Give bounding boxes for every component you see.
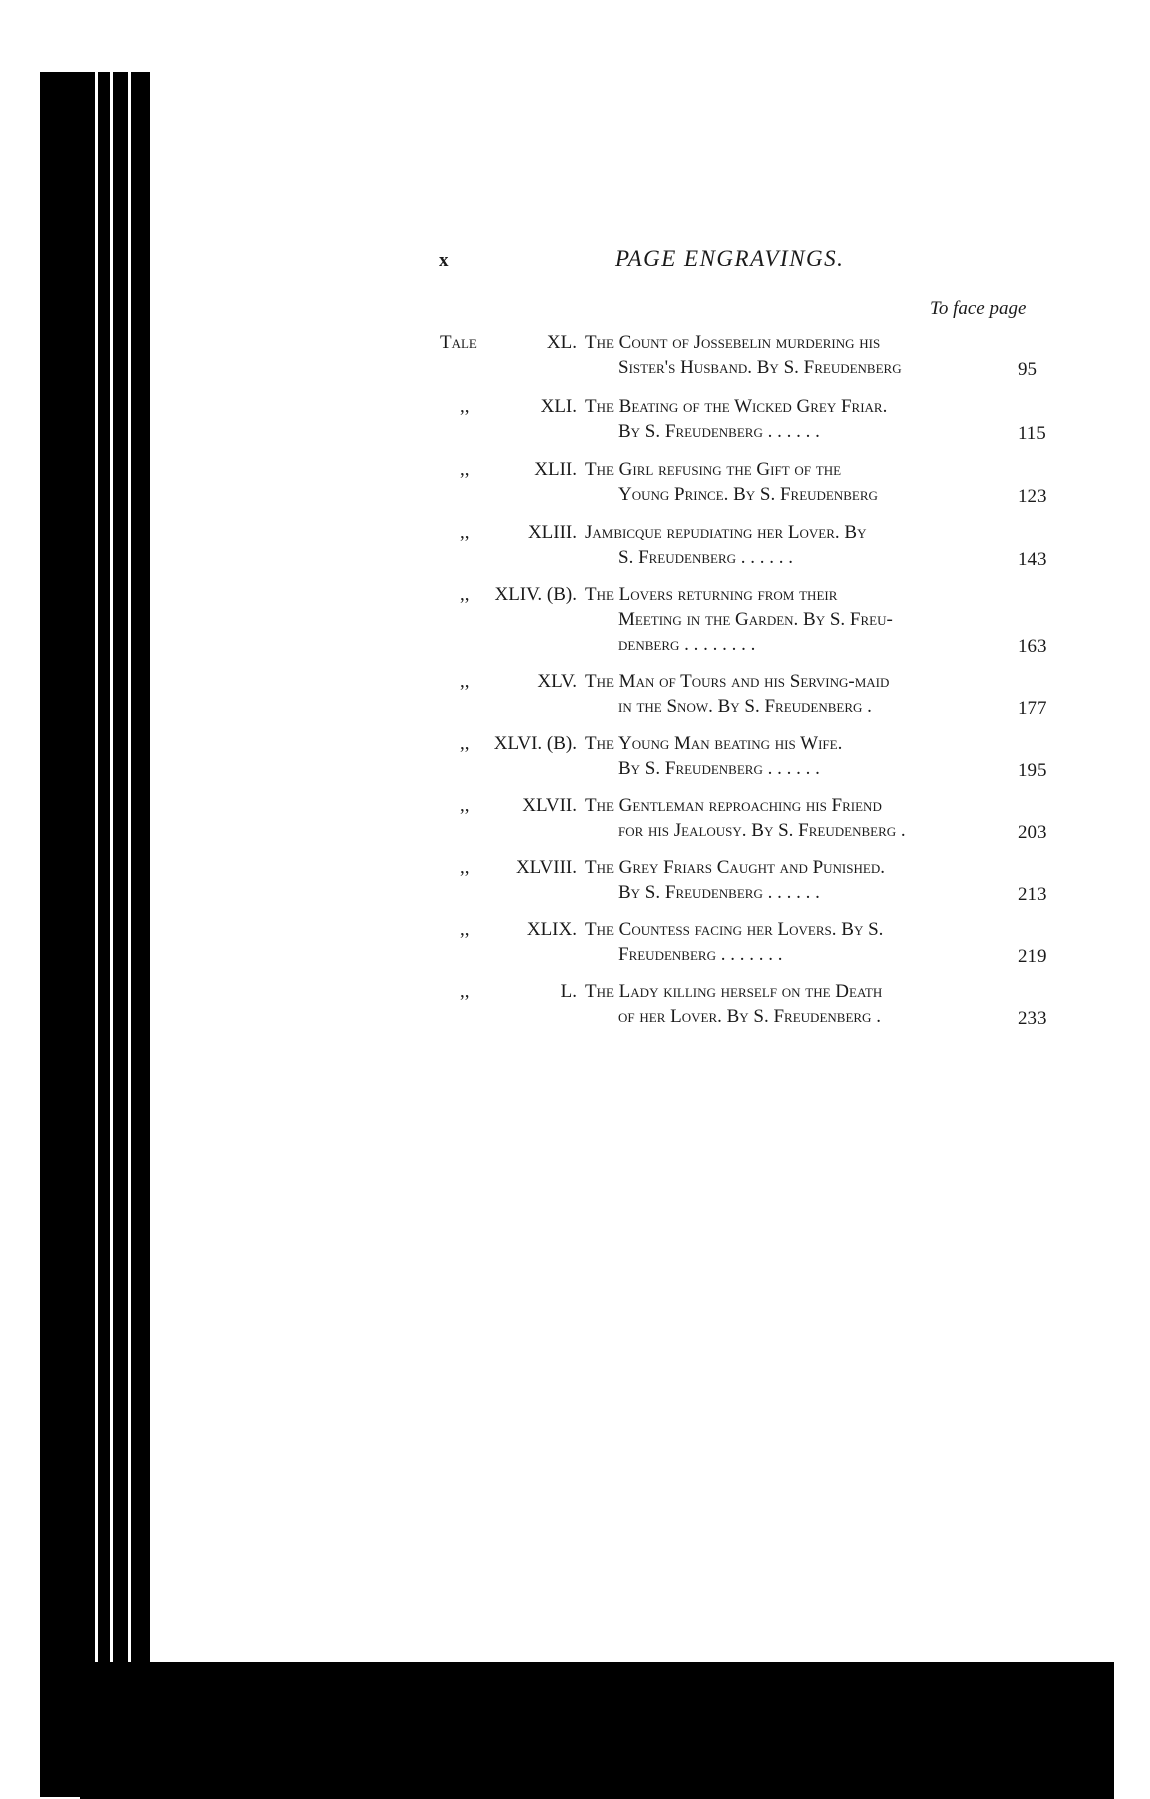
entry-title-cont: By S. Freudenberg . . . . . . [618, 882, 820, 903]
entry-title-cont: Freudenberg . . . . . . . [618, 944, 783, 965]
entry-title: The Count of Jossebelin murdering his [585, 332, 881, 353]
entry-title-cont: Sister's Husband. By S. Freudenberg [618, 357, 902, 378]
entry-title-cont: By S. Freudenberg . . . . . . [618, 758, 820, 779]
entry-title: The Lovers returning from their [585, 584, 838, 605]
scan-binding-strip [95, 72, 98, 1662]
entry-marker: Tale [440, 332, 477, 353]
entry-title: The Beating of the Wicked Grey Friar. [585, 396, 888, 417]
ditto-mark: ,, [460, 919, 470, 940]
entry-title-cont: By S. Freudenberg . . . . . . [618, 421, 820, 442]
entry-page: 95 [1018, 359, 1037, 380]
entry-page: 213 [1018, 884, 1047, 905]
page-title: PAGE ENGRAVINGS. [615, 246, 845, 271]
entry-numeral: XLIV. (B). [494, 584, 577, 605]
entry-numeral: XLII. [534, 459, 577, 480]
entry-title: The Young Man beating his Wife. [585, 733, 843, 754]
entry-title-cont: Meeting in the Garden. By S. Freu- [618, 609, 893, 630]
ditto-mark: ,, [460, 671, 470, 692]
entry-title-cont: Young Prince. By S. Freudenberg [618, 484, 878, 505]
entry-page: 203 [1018, 822, 1047, 843]
ditto-mark: ,, [460, 795, 470, 816]
entry-title-cont: of her Lover. By S. Freudenberg . [618, 1006, 881, 1027]
entry-page: 115 [1018, 423, 1046, 444]
entry-title-cont: for his Jealousy. By S. Freudenberg . [618, 820, 906, 841]
entry-title-cont: S. Freudenberg . . . . . . [618, 547, 794, 568]
entry-title: The Countess facing her Lovers. By S. [585, 919, 884, 940]
ditto-mark: ,, [460, 733, 470, 754]
entry-numeral: XLV. [537, 671, 577, 692]
entry-page: 177 [1018, 698, 1047, 719]
entry-numeral: XLIX. [526, 919, 577, 940]
entry-page: 233 [1018, 1008, 1047, 1029]
entry-numeral: XLIII. [527, 522, 577, 543]
scan-bottom-shadow [80, 1662, 1114, 1799]
page-number: x [439, 250, 449, 271]
ditto-mark: ,, [460, 981, 470, 1002]
entry-title: The Lady killing herself on the Death [585, 981, 883, 1002]
entry-title: The Gentleman reproaching his Friend [585, 795, 882, 816]
entry-numeral: XLVII. [522, 795, 577, 816]
entry-page: 195 [1018, 760, 1047, 781]
scan-binding-strip [110, 72, 113, 1662]
entry-numeral: L. [560, 981, 577, 1002]
entry-title-cont: denberg . . . . . . . . [618, 634, 756, 655]
entry-title-cont: in the Snow. By S. Freudenberg . [618, 696, 872, 717]
entry-numeral: XLI. [540, 396, 577, 417]
entry-numeral: XLVIII. [515, 857, 577, 878]
entry-page: 143 [1018, 549, 1047, 570]
entry-page: 219 [1018, 946, 1047, 967]
ditto-mark: ,, [460, 857, 470, 878]
column-heading: To face page [930, 298, 1027, 319]
scan-binding-strip [128, 72, 131, 1662]
entry-numeral: XL. [546, 332, 577, 353]
ditto-mark: ,, [460, 522, 470, 543]
ditto-mark: ,, [460, 396, 470, 417]
ditto-mark: ,, [460, 459, 470, 480]
entry-title: The Man of Tours and his Serving-maid [585, 671, 890, 692]
entry-title: The Girl refusing the Gift of the [585, 459, 842, 480]
entry-page: 163 [1018, 636, 1047, 657]
ditto-mark: ,, [460, 584, 470, 605]
entry-title: The Grey Friars Caught and Punished. [585, 857, 885, 878]
entry-numeral: XLVI. (B). [493, 733, 577, 754]
entry-title: Jambicque repudiating her Lover. By [585, 522, 867, 543]
entry-page: 123 [1018, 486, 1047, 507]
